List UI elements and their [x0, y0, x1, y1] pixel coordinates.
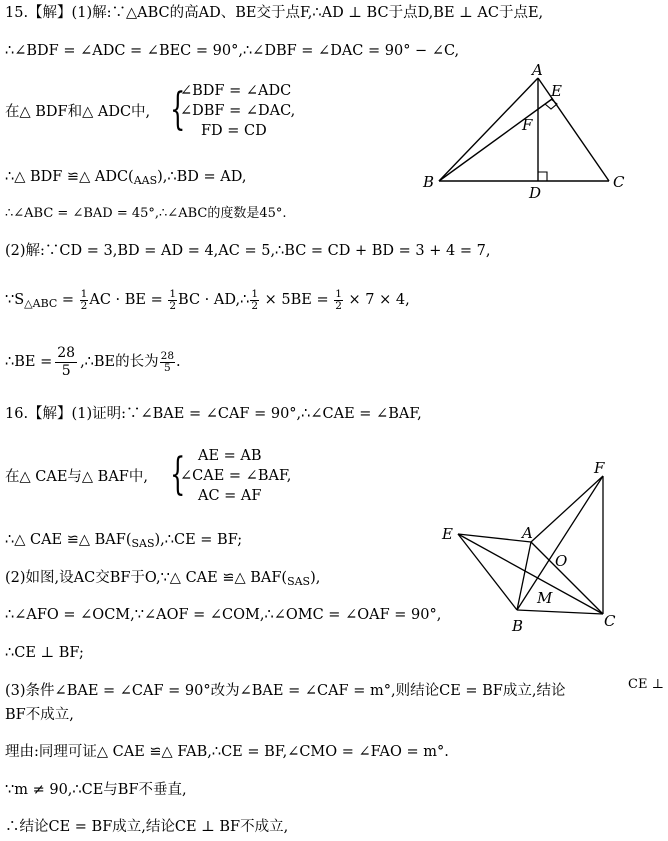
denominator: 2: [80, 299, 88, 312]
p16-line-7c: BF不成立,: [5, 707, 74, 723]
p15-system-prefix: 在△ BDF和△ ADC中,: [5, 104, 151, 120]
numerator: 1: [80, 287, 88, 300]
segment-be: [439, 99, 552, 181]
fraction-half: [168, 289, 177, 312]
text: BC · AD,∴: [178, 292, 250, 308]
p15-line-8: [5, 344, 181, 380]
numerator: 28: [57, 344, 76, 361]
numerator: 28: [160, 349, 175, 362]
p16-system-row: AE = AB: [198, 448, 262, 464]
p16-line-3: [5, 531, 242, 553]
p16-equation-system: [170, 447, 310, 509]
label-b: B: [512, 617, 524, 635]
label-d: D: [529, 184, 542, 202]
right-angle-d: [538, 172, 547, 181]
triangle-figure-2: [438, 456, 628, 636]
text: × 7 × 4,: [343, 292, 410, 308]
p15-line-1: 15.【解】(1)解:∵△ABC的高AD、BE交于点F,∴AD ⊥ BC于点D,BE ⊥ AC于点E,: [5, 5, 544, 21]
denominator: 2: [169, 299, 177, 312]
numerator: 1: [251, 287, 258, 300]
text: AAS: [133, 174, 158, 187]
text: (2)如图,设AC交BF于O,∵△ CAE ≌△ BAF(: [5, 570, 288, 586]
text: ∴△ CAE ≌△ BAF(: [5, 532, 132, 548]
p16-line-6: ∴CE ⊥ BF;: [5, 645, 84, 661]
text: SAS: [287, 575, 311, 588]
fraction-28-5: [55, 345, 77, 380]
p16-line-4: [5, 569, 320, 591]
label-f: F: [594, 459, 605, 477]
text: ),∴BD = AD,: [157, 169, 247, 185]
fraction-28-5-small: [160, 351, 175, 374]
text: ,∴BE的长为: [80, 354, 159, 370]
p16-system-row: ∠CAE = ∠BAF,: [180, 468, 292, 484]
p15-line-4: [5, 168, 246, 190]
label-e: E: [442, 525, 453, 543]
p15-system-row: ∠BDF = ∠ADC: [180, 83, 292, 99]
denominator: 2: [251, 299, 258, 312]
label-b: B: [423, 173, 435, 191]
p16-line-5: ∴∠AFO = ∠OCM,∵∠AOF = ∠COM,∴∠OMC = ∠OAF = 90°,: [5, 607, 442, 623]
fraction-half: [80, 289, 89, 312]
label-c: C: [613, 173, 625, 191]
text: .: [176, 354, 181, 370]
numerator: 1: [169, 287, 177, 300]
label-o: O: [555, 552, 568, 570]
label-c: C: [604, 612, 616, 630]
segment-eb: [458, 534, 517, 610]
triangle-figure-1: [415, 62, 635, 202]
numerator: 1: [335, 287, 342, 300]
p15-system-row: FD = CD: [201, 123, 267, 139]
label-f: F: [522, 116, 533, 134]
text: ),: [310, 570, 321, 586]
p15-line-7: [5, 288, 410, 316]
text: ∴△ BDF ≌△ ADC(: [5, 169, 134, 185]
label-e: E: [551, 82, 562, 100]
p15-line-6: (2)解:∵CD = 3,BD = AD = 4,AC = 5,∴BC = CD + BD = 3 + 4 = 7,: [5, 243, 491, 259]
denominator: 5: [163, 361, 171, 374]
p16-line-9: ∵m ≠ 90,∴CE与BF不垂直,: [5, 782, 187, 798]
fraction-half: [250, 289, 259, 312]
segment-ac: [538, 78, 609, 181]
p15-system-row: ∠DBF = ∠DAC,: [180, 103, 296, 119]
text: ∴BE =: [5, 354, 53, 370]
denominator: 5: [61, 362, 71, 379]
text: =: [57, 292, 79, 308]
text: △ABC: [24, 297, 58, 310]
p16-line-10: ∴结论CE = BF成立,结论CE ⊥ BF不成立,: [5, 819, 289, 835]
p16-system-prefix: 在△ CAE与△ BAF中,: [5, 469, 148, 485]
p15-equation-system: [170, 82, 310, 144]
text: × 5BE =: [260, 292, 334, 308]
p15-line-5: ∴∠ABC = ∠BAD = 45°,∴∠ABC的度数是45°.: [5, 206, 287, 221]
label-a: A: [522, 524, 533, 542]
p16-line-7a: (3)条件∠BAE = ∠CAF = 90°改为∠BAE = ∠CAF = m°,则结论CE = BF成立,结论: [5, 683, 566, 699]
text: AC · BE =: [89, 292, 168, 308]
brace: {: [170, 449, 186, 500]
label-m: M: [537, 589, 553, 607]
p16-line-1: 16.【解】(1)证明:∵∠BAE = ∠CAF = 90°,∴∠CAE = ∠BAF,: [5, 406, 422, 422]
p16-line-8: 理由:同理可证△ CAE ≌△ FAB,∴CE = BF,∠CMO = ∠FAO = m°.: [5, 744, 449, 760]
p16-line-7b: CE ⊥: [628, 677, 664, 692]
brace: {: [170, 84, 186, 135]
denominator: 2: [335, 299, 342, 312]
segment-ea: [458, 534, 531, 542]
label-a: A: [532, 62, 543, 79]
p16-system-row: AC = AF: [198, 488, 262, 504]
fraction-half: [334, 289, 343, 312]
segment-bc: [517, 610, 603, 614]
text: ∵S: [5, 292, 25, 308]
text: ),∴CE = BF;: [154, 532, 243, 548]
p15-line-2: ∴∠BDF = ∠ADC = ∠BEC = 90°,∴∠DBF = ∠DAC = 90° − ∠C,: [5, 43, 460, 59]
text: SAS: [131, 537, 155, 550]
